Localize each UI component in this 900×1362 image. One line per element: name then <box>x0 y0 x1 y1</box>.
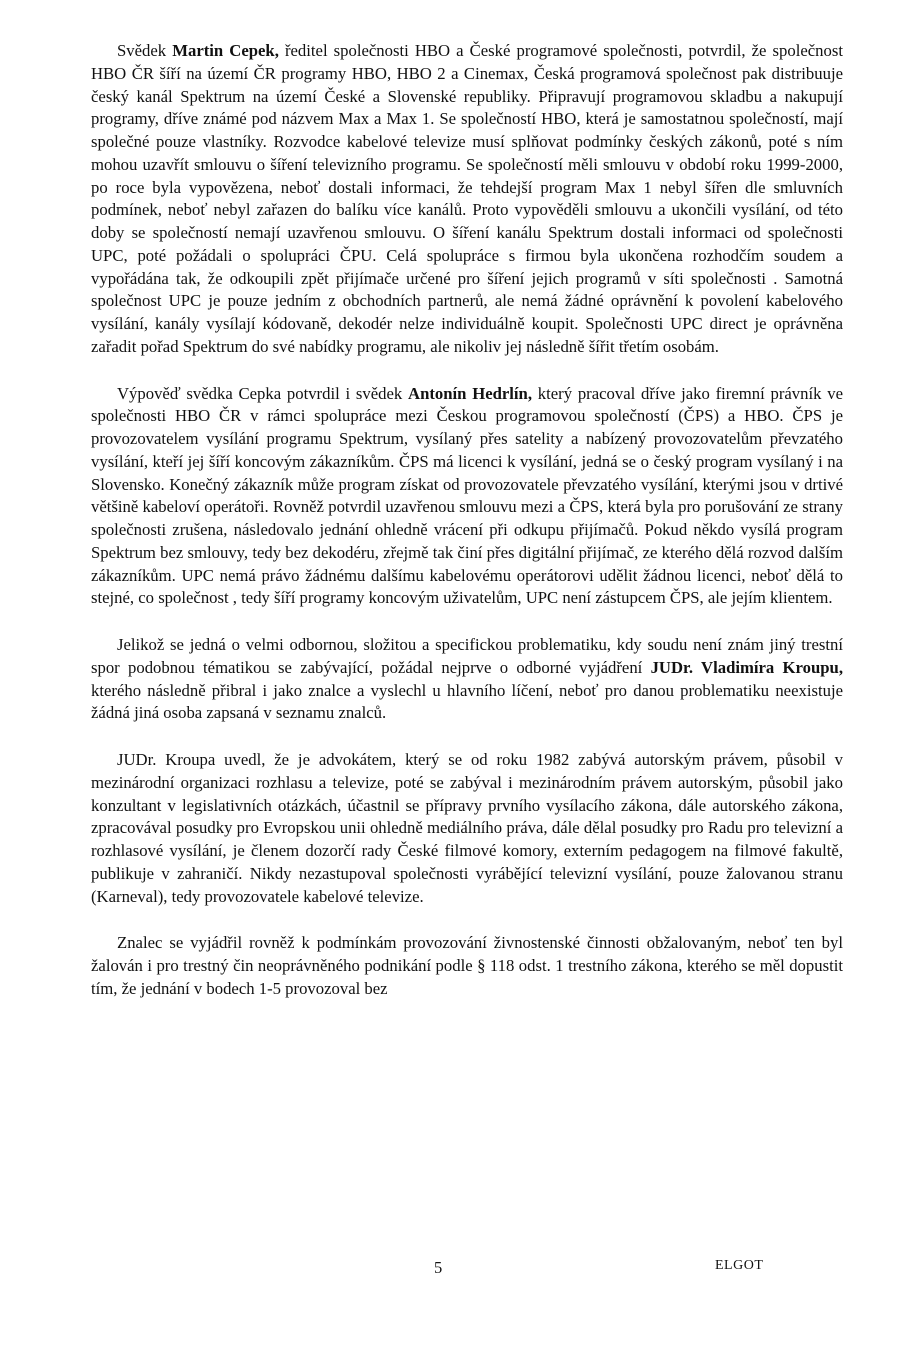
page-number: 5 <box>434 1258 443 1277</box>
person-name: Martin Cepek, <box>172 41 279 60</box>
paragraph-2 <box>91 383 843 611</box>
person-name: JUDr. Vladimíra Kroupu, <box>650 657 843 677</box>
paragraph-text: Jelikož se jedná o velmi odbornou, složitou a specifickou problematiku, kdy soudu není znám jiný trestní spor podobnou tématikou se zabývající, požádal nejprve o odborné vyjádření <box>91 635 843 677</box>
paragraph-text: ředitel společnosti HBO a České programové společnosti, potvrdil, že společnost HBO ČR šíří na území ČR programy HBO, HBO 2 a Cinemax, Česká programová společnost pak distribuuje český kanál Spektrum na území České a Slovenské republiky. Připravují programovou skladbu a nakupují programy, dříve známé pod názvem Max a Max 1. Se společností HBO, která je samostatnou společností, mají společné pouze vlastníky. Rozvodce kabelové televize musí splňovat podmínky českých zákonů, poté s ním mohou uzavřít smlouvu o šíření televizního programu. Se společností měli smlouvu v období roku 1999-2000, po roce byla vypovězena, neboť dostali informaci, že tehdejší program Max 1 nebyl šířen dle smluvních podmínek, neboť nebyl zařazen do balíku více kanálů. Proto vypověděli smlouvu a ukončili vysílání, od této doby se společností nemají uzavřenou smlouvu. O šíření kanálu Spektrum dostali informaci od společnosti UPC, poté požádali o spolupráci ČPU. Celá spolupráce s firmou byla ukončena rozhodčím soudem a vypořádána tak, že odkoupili zpět přijímače určené pro šíření jejich programů v síti společnosti . Samotná společnost UPC je pouze jedním z obchodních partnerů, ale nemá žádné oprávnění k povolení kabelového vysílání, kanály vysílají kódovaně, dekodér nelze individuálně koupit. Společnosti UPC direct je oprávněna zařadit pořad Spektrum do své nabídky programu, ale nikoliv jej následně šířit třetím osobám. <box>91 41 843 356</box>
paragraph-1 <box>91 40 843 359</box>
paragraph-text: Svědek <box>117 41 173 60</box>
paragraph-text: Znalec se vyjádřil rovněž k podmínkám provozování živnostenské činnosti obžalovaným, neboť ten byl žalován i pro trestný čin neoprávněného podnikání podle § 118 odst. 1 trestního zákona, kterého se měl dopustit tím, že jednání v bodech 1-5 provozoval bez <box>91 933 843 998</box>
paragraph-text: který pracoval dříve jako firemní právník ve společnosti HBO ČR v rámci spolupráce mezi Českou programovou společností (ČPS) a HBO. ČPS je provozovatelem vysílání programu Spektrum, vysílaný přes satelity a nabízený provozovatelům převzatého vysílání, kteří jej šíří koncovým zákazníkům. ČPS má licenci k vysílání, jedná se o český program vysílaný i na Slovensko. Konečný zákazník může program získat od provozovatele převzatého vysílání, kterými jsou v drtivé většině kabeloví operátoři. Rovněž potvrdil uzavřenou smlouvu mezi a ČPS, která byla pro porušování ze strany společnosti zrušena, následovalo jednání ohledně vrácení při odkupu přijímačů. Pokud někdo vysílá program Spektrum bez smlouvy, tedy bez dekodéru, zřejmě tak činí přes digitální přijímač, ze kterého dělá rozvod dalším zákazníkům. UPC nemá právo žádnému dalšímu kabelovému operátorovi udělit žádnou licenci, neboť dělá to stejné, co společnost , tedy šíří programy koncovým uživatelům, UPC není zástupcem ČPS, ale jejím klientem. <box>91 383 843 608</box>
paragraph-3 <box>91 634 843 725</box>
document-body <box>91 40 843 1001</box>
document-code: ELGOT <box>715 1258 764 1273</box>
person-name: Antonín Hedrlín, <box>408 383 533 403</box>
paragraph-4 <box>91 749 843 908</box>
paragraph-text: JUDr. Kroupa uvedl, že je advokátem, který se od roku 1982 zabývá autorským právem, působil v mezinárodní organizaci rozhlasu a televize, poté se zabýval i mezinárodním právem autorským, působil jako konzultant v legislativních otázkách, účastnil se přípravy prvního vysílacího zákona, dále autorského zákona, zpracovával posudky pro Evropskou unii ohledně mediálního práva, dále dělal posudky pro Radu pro televizní a rozhlasové vysílání, je členem dozorčí rady České filmové komory, externím pedagogem na filmové fakultě, publikuje v zahraničí. Nikdy nezastupoval společnosti vyrábějící televizní vysílání, pouze žalovanou stranu (Karneval), tedy provozovatele kabelové televize. <box>91 750 843 906</box>
paragraph-text: Výpověď svědka Cepka potvrdil i svědek <box>117 383 409 403</box>
paragraph-text: kterého následně přibral i jako znalce a vyslechl u hlavního líčení, neboť pro danou problematiku neexistuje žádná jiná osoba zapsaná v seznamu znalců. <box>91 680 843 723</box>
paragraph-5 <box>91 932 843 1000</box>
